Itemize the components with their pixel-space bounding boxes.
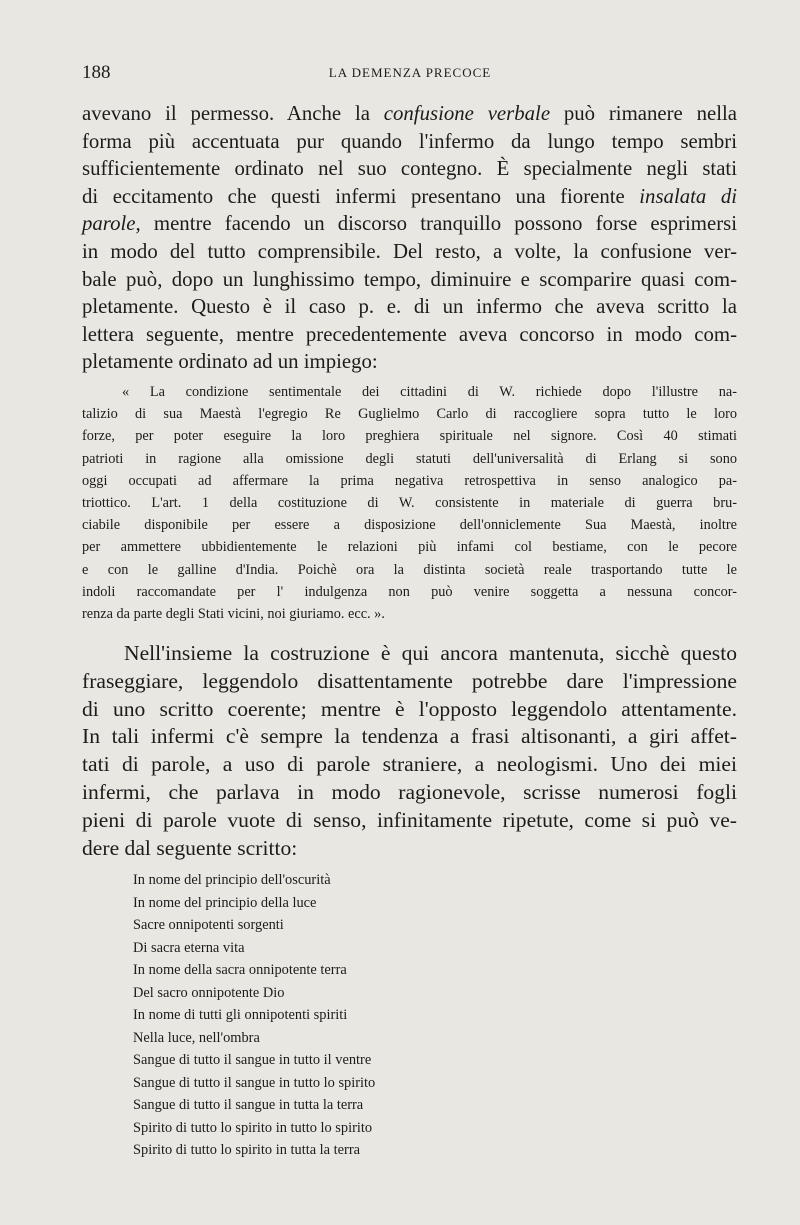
poem-line: In nome della sacra onnipotente terra [133, 962, 347, 978]
paragraph-line: bale può, dopo un lunghissimo tempo, diminuire e scomparire quasi com- [82, 267, 737, 291]
quote-line: oggi occupati ad affermare la prima negativa retrospettiva in senso analogico pa- [82, 472, 737, 489]
quote-line: forze, per poter eseguire la loro preghiera spirituale nel signore. Così 40 stimati [82, 428, 737, 445]
paragraph-line: pletamente. Questo è il caso p. e. di un infermo che aveva scritto la [82, 295, 737, 319]
paragraph-line: avevano il permesso. Anche la confusione verbale può rimanere nella [82, 102, 737, 125]
running-title: LA DEMENZA PRECOCE [328, 65, 492, 80]
poem-line: Sangue di tutto il sangue in tutto il ventre [133, 1052, 372, 1068]
quote-line: « La condizione sentimentale dei cittadini di W. richiede dopo l'illustre na- [122, 384, 737, 400]
paragraph-line: di eccitamento che questi infermi presentano una fiorente insalata di [82, 184, 737, 208]
paragraph-line: fraseggiare, leggendolo disattentamente potrebbe dare l'impressione [82, 668, 737, 693]
quote-line: per ammettere ubbidientemente le relazioni più infami col bestiame, con le pecore [82, 539, 737, 556]
paragraph-line: in modo del tutto comprensibile. Del resto, a volte, la confusione ver- [82, 239, 737, 263]
quoted-writing [133, 869, 553, 1162]
paragraph-line: infermi, che parlava in modo ragionevole, scrisse numerosi fogli [82, 779, 737, 804]
poem-line: Sacre onnipotenti sorgenti [133, 917, 284, 933]
quote-line: talizio di sua Maestà l'egregio Re Guglielmo Carlo di raccogliere sopra tutto le loro [82, 406, 737, 423]
paragraph-line: forma più accentuata pur quando l'infermo da lungo tempo sembri [82, 129, 737, 153]
poem-line: In nome del principio dell'oscurità [133, 872, 331, 888]
paragraph-2 [82, 640, 737, 862]
paragraph-1 [82, 100, 737, 376]
poem-line: Spirito di tutto lo spirito in tutto lo spirito [133, 1119, 373, 1136]
paragraph-line: di uno scritto coerente; mentre è l'opposto leggendolo attentamente. [82, 696, 737, 721]
poem-line: In nome del principio della luce [133, 894, 317, 911]
poem-line: Spirito di tutto lo spirito in tutta la terra [133, 1142, 361, 1158]
quote-line: e con le galline d'India. Poichè ora la distinta società reale trasportando tutte le [82, 561, 737, 578]
paragraph-line: pletamente ordinato ad un impiego: [82, 350, 378, 374]
page-header [82, 62, 738, 86]
paragraph-line: parole, mentre facendo un discorso tranquillo possono forse esprimersi [82, 212, 737, 236]
quote-line: ciabile disponibile per essere a disposizione dell'onniclemente Sua Maestà, inoltre [82, 517, 737, 534]
paragraph-line: tati di parole, a uso di parole straniere, a neologismi. Uno dei miei [82, 752, 737, 777]
paragraph-line: dere dal seguente scritto: [82, 835, 298, 860]
paragraph-line: lettera seguente, mentre precedentemente aveva concorso in modo com- [82, 322, 737, 346]
paragraph-line: Nell'insieme la costruzione è qui ancora mantenuta, sicchè questo [124, 641, 737, 665]
poem-line: Di sacra eterna vita [133, 939, 245, 956]
quote-line: renza da parte degli Stati vicini, noi giuriamo. ecc. ». [82, 606, 385, 623]
poem-line: Del sacro onnipotente Dio [133, 984, 285, 1001]
paragraph-line: In tali infermi c'è sempre la tendenza a frasi altisonanti, a giri affet- [82, 724, 737, 749]
quote-line: patrioti in ragione alla omissione degli statuti dell'universalità di Erlang si sono [82, 450, 737, 467]
quote-line: indoli raccomandate per l' indulgenza non può venire soggetta a nessuna concor- [82, 583, 737, 600]
quote-line: triottico. L'art. 1 della costituzione di W. consistente in materiale di guerra bru- [82, 495, 737, 512]
page-number: 188 [82, 62, 111, 83]
paragraph-line: sufficientemente ordinato nel suo contegno. È specialmente negli stati [82, 157, 737, 181]
poem-line: Nella luce, nell'ombra [133, 1029, 260, 1046]
poem-line: Sangue di tutto il sangue in tutto lo spirito [133, 1074, 376, 1091]
paragraph-line: pieni di parole vuote di senso, infinitamente ripetute, come si può ve- [82, 807, 737, 832]
poem-line: Sangue di tutto il sangue in tutta la terra [133, 1097, 364, 1113]
quoted-letter [82, 381, 737, 625]
poem-line: In nome di tutti gli onnipotenti spiriti [133, 1007, 348, 1023]
